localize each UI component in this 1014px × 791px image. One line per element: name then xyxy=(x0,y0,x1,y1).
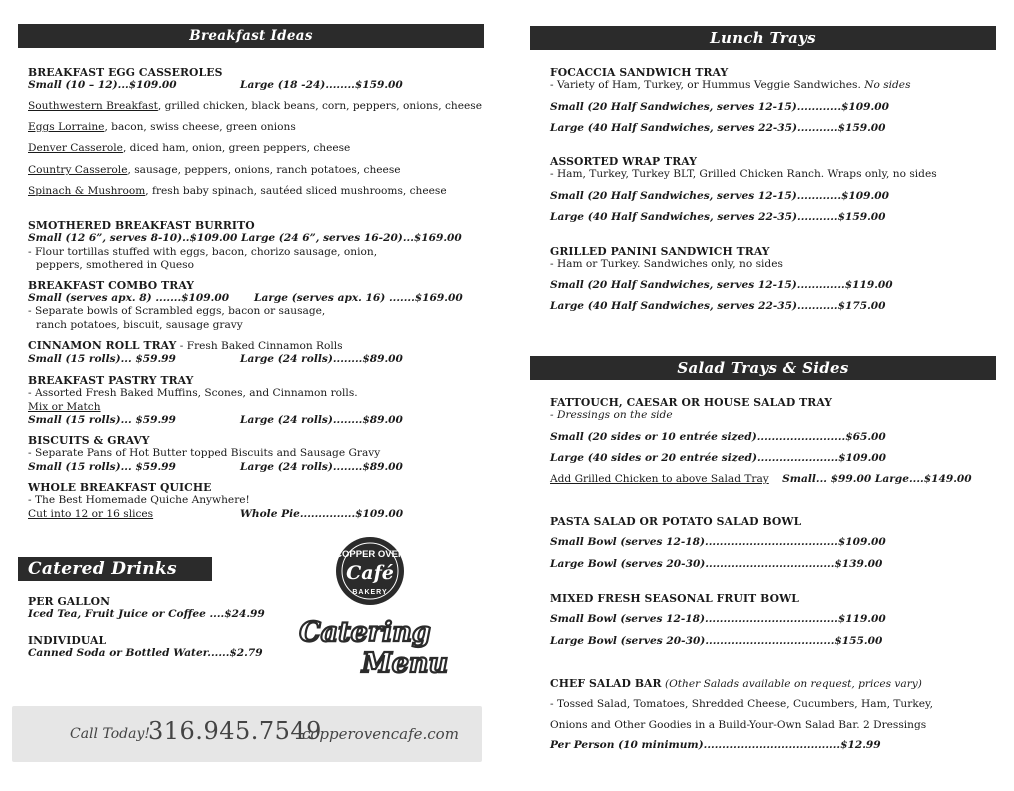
casserole-desc: , grilled chicken, black beans, corn, peppers, onions, cheese xyxy=(157,100,482,112)
quiche-price: Whole Pie...............$109.00 xyxy=(240,507,404,520)
casserole-name: Eggs Lorraine xyxy=(28,121,105,133)
logo-menu-text: Menu xyxy=(361,648,449,679)
cinnamon-section xyxy=(28,339,486,366)
cinnamon-heading: CINNAMON ROLL TRAY xyxy=(28,339,177,352)
egg-casseroles-heading: BREAKFAST EGG CASSEROLES xyxy=(28,66,223,79)
pasta-salad-large-price: Large Bowl (serves 20-30)...................................$139.00 xyxy=(550,557,883,570)
chef-salad-heading: CHEF SALAD BAR xyxy=(550,677,662,690)
burrito-desc-2: peppers, smothered in Queso xyxy=(36,258,194,271)
panini-heading: GRILLED PANINI SANDWICH TRAY xyxy=(550,245,770,258)
focaccia-desc: - Variety of Ham, Turkey, or Hummus Veggie Sandwiches. xyxy=(550,79,861,92)
burrito-section xyxy=(28,219,486,272)
logo-cafe-text: Café xyxy=(346,562,394,584)
wrap-small-price: Small (20 Half Sandwiches, serves 12-15)............$109.00 xyxy=(550,189,889,202)
biscuits-large-price: Large (24 rolls)........$89.00 xyxy=(240,460,403,473)
biscuits-heading: BISCUITS & GRAVY xyxy=(28,434,150,447)
casserole-item-1 xyxy=(28,100,486,113)
casserole-name: Spinach & Mushroom xyxy=(28,185,146,197)
quiche-desc-2: Cut into 12 or 16 slices xyxy=(28,507,154,520)
chef-salad-section xyxy=(550,677,998,752)
pastry-small-price: Small (15 rolls)... $59.99 xyxy=(28,413,176,426)
casserole-name: Country Casserole xyxy=(28,164,128,176)
chef-salad-note: (Other Salads available on request, prices vary) xyxy=(664,678,922,690)
logo-top-text: COPPER OVEN xyxy=(335,549,405,560)
biscuits-small-price: Small (15 rolls)... $59.99 xyxy=(28,460,176,473)
individual-price: Canned Soda or Bottled Water......$2.79 xyxy=(28,647,263,660)
individual-heading: INDIVIDUAL xyxy=(28,634,107,647)
lunch-header: Lunch Trays xyxy=(530,26,996,50)
pasta-salad-heading: PASTA SALAD OR POTATO SALAD BOWL xyxy=(550,515,802,528)
pastry-desc-1: - Assorted Fresh Baked Muffins, Scones, and Cinnamon rolls. xyxy=(28,387,358,400)
add-chicken-prices: Small... $99.00 Large....$149.00 xyxy=(782,473,972,486)
combo-large-price: Large (serves apx. 16) .......$169.00 xyxy=(254,292,463,305)
focaccia-section xyxy=(550,66,998,135)
panini-desc: - Ham or Turkey. Sandwiches only, no sides xyxy=(550,258,783,271)
combo-small-price: Small (serves apx. 8) .......$109.00 xyxy=(28,292,230,305)
contact-bar xyxy=(12,706,482,762)
fruit-bowl-large-price: Large Bowl (serves 20-30)...................................$155.00 xyxy=(550,634,883,647)
casserole-name: Denver Casserole xyxy=(28,142,123,154)
quiche-heading: WHOLE BREAKFAST QUICHE xyxy=(28,481,212,494)
house-salad-small-price: Small (20 sides or 10 entrée sized)........................$65.00 xyxy=(550,430,886,443)
chef-salad-desc-2: Onions and Other Goodies in a Build-Your-Own Salad Bar. 2 Dressings xyxy=(550,718,927,731)
pastry-heading: BREAKFAST PASTRY TRAY xyxy=(28,374,194,387)
cinnamon-large-price: Large (24 rolls)........$89.00 xyxy=(240,353,403,366)
combo-desc-1: - Separate bowls of Scrambled eggs, bacon or sausage, xyxy=(28,305,326,318)
house-salad-heading: FATTOUCH, CAESAR OR HOUSE SALAD TRAY xyxy=(550,396,833,409)
panini-large-price: Large (40 Half Sandwiches, serves 22-35)...........$175.00 xyxy=(550,299,886,312)
panini-small-price: Small (20 Half Sandwiches, serves 12-15).............$119.00 xyxy=(550,278,893,291)
gallon-heading: PER GALLON xyxy=(28,595,111,608)
cinnamon-heading-desc: - Fresh Baked Cinnamon Rolls xyxy=(176,340,343,352)
focaccia-note: No sides xyxy=(864,79,911,92)
pastry-section xyxy=(28,374,486,427)
breakfast-header: Breakfast Ideas xyxy=(18,24,484,48)
add-chicken-label: Add Grilled Chicken to above Salad Tray xyxy=(550,473,769,486)
fruit-bowl-section xyxy=(550,592,998,648)
egg-casseroles-small-price: Small (10 – 12)...$109.00 xyxy=(28,79,177,92)
pastry-large-price: Large (24 rolls)........$89.00 xyxy=(240,413,403,426)
casserole-desc: , fresh baby spinach, sautéed sliced mushrooms, cheese xyxy=(145,185,447,197)
casserole-item-3 xyxy=(28,142,486,155)
logo-bakery-text: BAKERY xyxy=(352,589,388,596)
fruit-bowl-heading: MIXED FRESH SEASONAL FRUIT BOWL xyxy=(550,592,800,605)
copper-oven-logo xyxy=(295,535,460,685)
casserole-desc: , sausage, peppers, onions, ranch potatoes, cheese xyxy=(127,164,401,176)
pasta-salad-small-price: Small Bowl (serves 12-18)....................................$109.00 xyxy=(550,536,886,549)
quiche-section xyxy=(28,481,486,521)
combo-section xyxy=(28,279,486,332)
casserole-desc: , bacon, swiss cheese, green onions xyxy=(104,121,296,133)
casserole-name: Southwestern Breakfast xyxy=(28,100,158,112)
pastry-desc-2: Mix or Match xyxy=(28,400,101,413)
casserole-desc: , diced ham, onion, green peppers, cheese xyxy=(122,142,351,154)
burrito-prices: Small (12 6”, serves 8-10)..$109.00 Large (24 6”, serves 16-20)...$169.00 xyxy=(28,232,462,245)
wrap-section xyxy=(550,155,998,224)
burrito-desc-1: - Flour tortillas stuffed with eggs, bacon, chorizo sausage, onion, xyxy=(28,245,378,258)
fruit-bowl-small-price: Small Bowl (serves 12-18)....................................$119.00 xyxy=(550,613,886,626)
wrap-large-price: Large (40 Half Sandwiches, serves 22-35)...........$159.00 xyxy=(550,210,886,223)
casserole-item-4 xyxy=(28,164,486,177)
house-salad-note: - Dressings on the side xyxy=(550,409,673,422)
cinnamon-small-price: Small (15 rolls)... $59.99 xyxy=(28,353,176,366)
biscuits-section xyxy=(28,434,486,474)
wrap-desc: - Ham, Turkey, Turkey BLT, Grilled Chicken Ranch. Wraps only, no sides xyxy=(550,168,937,181)
house-salad-section xyxy=(550,396,998,486)
panini-section xyxy=(550,245,998,313)
gallon-price: Iced Tea, Fruit Juice or Coffee ....$24.99 xyxy=(28,608,265,621)
focaccia-small-price: Small (20 Half Sandwiches, serves 12-15)............$109.00 xyxy=(550,100,889,113)
burrito-heading: SMOTHERED BREAKFAST BURRITO xyxy=(28,219,255,232)
egg-casseroles-section xyxy=(28,66,486,93)
chef-salad-desc-1: - Tossed Salad, Tomatoes, Shredded Cheese, Cucumbers, Ham, Turkey, xyxy=(550,698,933,711)
quiche-desc-1: - The Best Homemade Quiche Anywhere! xyxy=(28,494,250,507)
casserole-item-2 xyxy=(28,121,486,134)
wrap-heading: ASSORTED WRAP TRAY xyxy=(550,155,698,168)
website-link[interactable]: copperovencafe.com xyxy=(302,725,459,743)
biscuits-desc: - Separate Pans of Hot Butter topped Biscuits and Sausage Gravy xyxy=(28,447,381,460)
house-salad-large-price: Large (40 sides or 20 entrée sized)......................$109.00 xyxy=(550,451,887,464)
call-today-label: Call Today! xyxy=(70,726,150,742)
focaccia-heading: FOCACCIA SANDWICH TRAY xyxy=(550,66,729,79)
combo-heading: BREAKFAST COMBO TRAY xyxy=(28,279,195,292)
chef-salad-price: Per Person (10 minimum).....................................$12.99 xyxy=(550,738,881,751)
egg-casseroles-large-price: Large (18 -24)........$159.00 xyxy=(240,79,403,92)
phone-number[interactable]: 316.945.7549 xyxy=(148,717,322,745)
drinks-header: Catered Drinks xyxy=(18,557,212,581)
casserole-item-5 xyxy=(28,185,486,198)
focaccia-large-price: Large (40 Half Sandwiches, serves 22-35)...........$159.00 xyxy=(550,121,886,134)
pasta-salad-section xyxy=(550,515,998,571)
logo-catering-text: Catering xyxy=(299,617,431,648)
salad-header: Salad Trays & Sides xyxy=(530,356,996,380)
combo-desc-2: ranch potatoes, biscuit, sausage gravy xyxy=(36,318,243,331)
